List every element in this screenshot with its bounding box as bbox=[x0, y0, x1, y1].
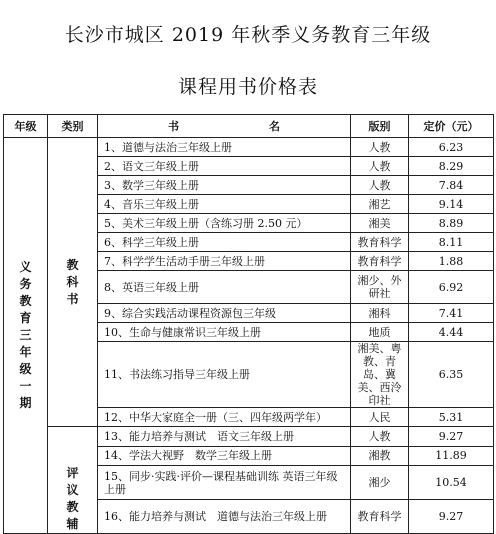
table-row bbox=[4, 427, 494, 447]
price-table bbox=[3, 114, 494, 534]
price-cell: 11.89 bbox=[409, 446, 494, 466]
price-cell: 5.31 bbox=[409, 408, 494, 427]
book-name-cell: 7、科学学生活动手册三年级上册 bbox=[98, 252, 351, 271]
price-cell: 6.35 bbox=[409, 342, 494, 408]
price-cell: 8.29 bbox=[409, 157, 494, 176]
publisher-cell: 湘科 bbox=[351, 304, 409, 323]
publisher-cell: 人民 bbox=[351, 408, 409, 427]
publisher-cell: 教育科学 bbox=[351, 500, 409, 534]
book-name-cell: 9、综合实践活动课程资源包三年级 bbox=[98, 304, 351, 323]
book-name-cell: 8、英语三年级上册 bbox=[98, 271, 351, 304]
price-cell: 9.14 bbox=[409, 195, 494, 214]
header-category: 类别 bbox=[48, 115, 98, 138]
price-cell: 8.11 bbox=[409, 233, 494, 252]
publisher-cell: 湘教 bbox=[351, 446, 409, 466]
book-name-cell: 3、数学三年级上册 bbox=[98, 176, 351, 195]
publisher-cell: 湘少 bbox=[351, 466, 409, 500]
publisher-cell: 人教 bbox=[351, 176, 409, 195]
publisher-cell: 人教 bbox=[351, 138, 409, 157]
header-book-char-1: 书 bbox=[168, 119, 179, 133]
table-row bbox=[4, 138, 494, 157]
header-publisher: 版别 bbox=[351, 115, 409, 138]
category-label-supplement: 评议教辅 bbox=[66, 466, 79, 531]
price-cell: 6.92 bbox=[409, 271, 494, 304]
publisher-cell: 人教 bbox=[351, 427, 409, 447]
price-cell: 6.23 bbox=[409, 138, 494, 157]
grade-label: 义务教育三年级一期 bbox=[19, 260, 32, 410]
price-cell: 9.27 bbox=[409, 500, 494, 534]
publisher-cell: 教育科学 bbox=[351, 233, 409, 252]
book-name-cell: 5、美术三年级上册（含练习册 2.50 元） bbox=[98, 214, 351, 233]
price-cell: 7.41 bbox=[409, 304, 494, 323]
book-name-cell: 4、音乐三年级上册 bbox=[98, 195, 351, 214]
book-name-cell: 15、同步·实践·评价—课程基础训练 英语三年级上册 bbox=[98, 466, 351, 500]
price-cell: 7.84 bbox=[409, 176, 494, 195]
page-title: 长沙市城区 2019 年秋季义务教育三年级 bbox=[64, 24, 432, 46]
table-header-row bbox=[4, 115, 494, 138]
header-book-char-2: 名 bbox=[269, 119, 280, 133]
publisher-cell: 教育科学 bbox=[351, 252, 409, 271]
price-cell: 1.88 bbox=[409, 252, 494, 271]
book-name-cell: 13、能力培养与测试 语文三年级上册 bbox=[98, 427, 351, 447]
publisher-cell: 湘艺 bbox=[351, 195, 409, 214]
book-name-cell: 14、学法大视野 数学三年级上册 bbox=[98, 446, 351, 466]
page-subtitle: 课程用书价格表 bbox=[177, 76, 318, 98]
book-name-cell: 6、科学三年级上册 bbox=[98, 233, 351, 252]
book-name-cell: 10、生命与健康常识三年级上册 bbox=[98, 323, 351, 342]
price-cell: 10.54 bbox=[409, 466, 494, 500]
publisher-cell: 湘少、外研社 bbox=[351, 271, 409, 304]
category-label-textbook: 教科书 bbox=[66, 257, 79, 306]
header-grade: 年级 bbox=[4, 115, 48, 138]
book-name-cell: 2、语文三年级上册 bbox=[98, 157, 351, 176]
price-cell: 4.44 bbox=[409, 323, 494, 342]
category-cell-textbook bbox=[48, 138, 98, 427]
header-price: 定价（元） bbox=[409, 115, 494, 138]
publisher-cell: 湘美 bbox=[351, 214, 409, 233]
book-name-cell: 11、书法练习指导三年级上册 bbox=[98, 342, 351, 408]
category-cell-supplement bbox=[48, 427, 98, 534]
book-name-cell: 16、能力培养与测试 道德与法治三年级上册 bbox=[98, 500, 351, 534]
price-cell: 9.27 bbox=[409, 427, 494, 447]
publisher-cell: 人教 bbox=[351, 157, 409, 176]
publisher-cell: 地质 bbox=[351, 323, 409, 342]
publisher-cell: 湘美、粤教、青岛、冀美、西泠印社 bbox=[351, 342, 409, 408]
header-book-name bbox=[98, 115, 351, 138]
book-name-cell: 1、道德与法治三年级上册 bbox=[98, 138, 351, 157]
book-name-cell: 12、中华大家庭全一册（三、四年级两学年） bbox=[98, 408, 351, 427]
grade-cell bbox=[4, 138, 48, 534]
price-cell: 8.89 bbox=[409, 214, 494, 233]
